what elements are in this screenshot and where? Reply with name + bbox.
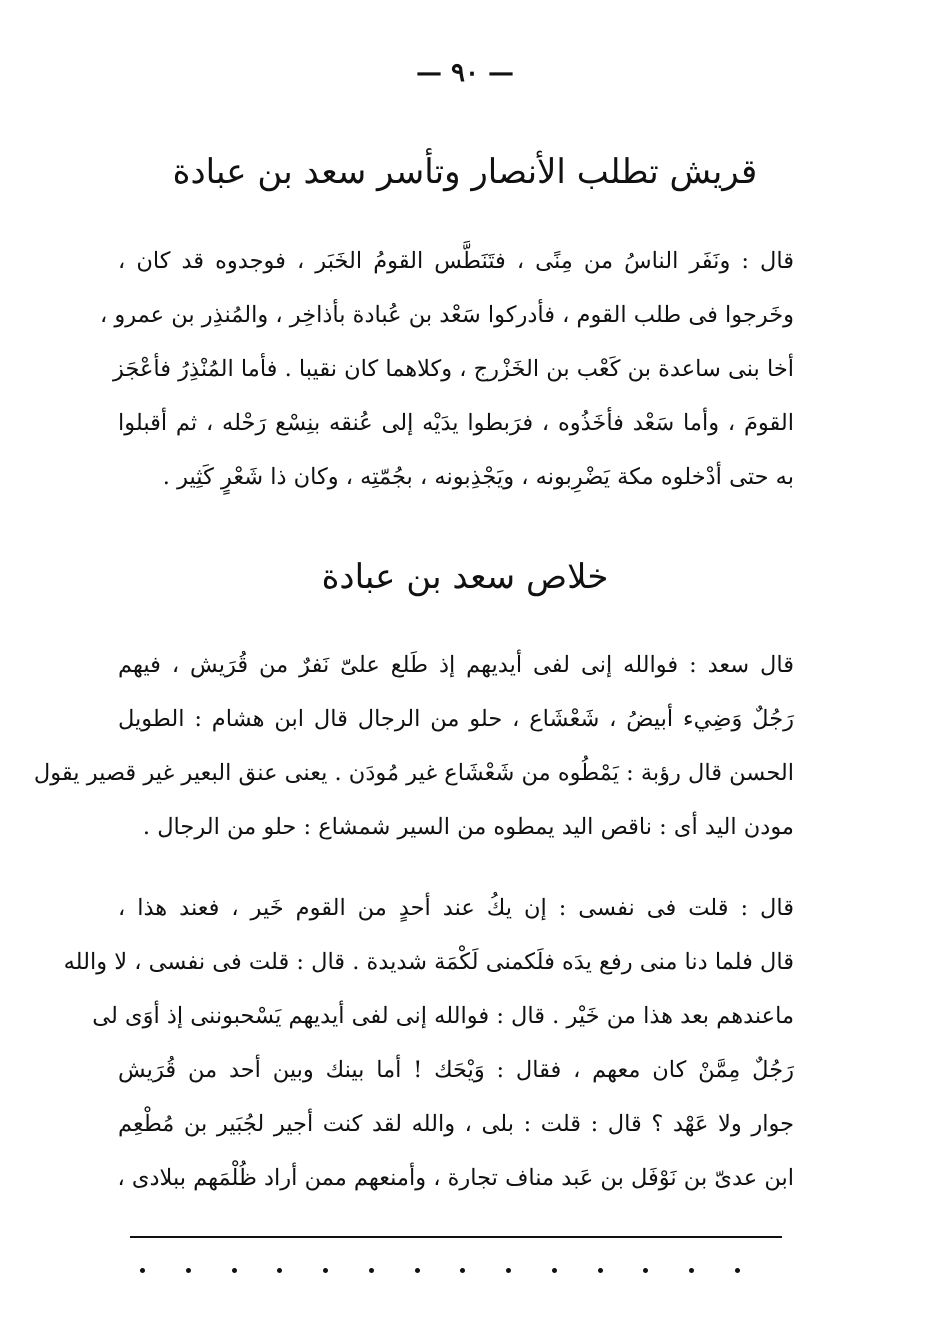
footer-dot [598,1268,603,1273]
section-heading: قريش تطلب الأنصار وتأسر سعد بن عبادة [172,152,758,192]
section-heading: خلاص سعد بن عبادة [321,557,609,597]
text-line: به حتى أدْخلوه مكة يَضْرِبونه ، ويَجْذِبونه ، بجُمّتِه ، وكان ذا شَعْرٍ كَثِير . [162,464,794,490]
footer-dot [689,1268,694,1273]
footer-dot [643,1268,648,1273]
footer-dot [186,1268,191,1273]
paragraph [63,881,794,1205]
footer-dot [552,1268,557,1273]
footer-dot [140,1268,145,1273]
text-line: قال : ونَفَر الناسُ من مِنًى ، فتَنَطَّس القومُ الخَبَر ، فوجدوه قد كان ، [118,248,794,274]
text-line: ماعندهم بعد هذا من خَيْر . قال : فوالله إنى لفى أيديهم يَسْحبوننى إذ أوَى لى [92,1003,794,1029]
footer-dot [460,1268,465,1273]
footer-dot [323,1268,328,1273]
footer-dot [232,1268,237,1273]
footer-rule [130,1236,782,1238]
text-line: قال سعد : فوالله إنى لفى أيديهم إذ طَلع علىّ نَفرٌ من قُرَيش ، فيهم [118,652,794,678]
footer-dot [415,1268,420,1273]
footer-dot [735,1268,740,1273]
text-line: رَجُلٌ وَضِيء أبيضُ ، شَعْشَاع ، حلو من الرجال قال ابن هشام : الطويل [118,706,794,732]
text-line: قال : قلت فى نفسى : إن يكُ عند أحدٍ من القوم خَير ، فعند هذا ، [118,895,794,921]
paragraph [33,638,794,854]
text-line: القومَ ، وأما سَعْد فأخَذُوه ، فرَبطوا يدَيْه إلى عُنقه بنِسْع رَحْله ، ثم أقبلوا [118,410,794,436]
text-line: مودن اليد أى : ناقص اليد يمطوه من السير شمشاع : حلو من الرجال . [142,814,794,840]
footer-dot-row [140,1268,740,1273]
text-line: جوار ولا عَهْد ؟ قال : قلت : بلى ، والله لقد كنت أجير لجُبَير بن مُطْعِم [118,1111,794,1137]
footer-dot [369,1268,374,1273]
text-line: الحسن قال رؤبة : يَمْطُوه من شَعْشَاع غير مُودَن . يعنى عنق البعير غير قصير يقول [33,760,794,786]
footer-dot [277,1268,282,1273]
paragraph [99,234,794,504]
footer-dot [506,1268,511,1273]
text-line: وخَرجوا فى طلب القوم ، فأدركوا سَعْد بن عُبادة بأذاخِر ، والمُنذِر بن عمرو ، [99,302,794,328]
page-number: — ٩٠ — [415,58,515,88]
text-line: ابن عدىّ بن نَوْفَل بن عَبد مناف تجارة ، وأمنعهم ممن أراد ظُلْمَهم ببلادى ، [117,1165,794,1191]
text-line: أخا بنى ساعدة بن كَعْب بن الخَزْرج ، وكلاهما كان نقيبا . فأما المُنْذِرُ فأعْجَز [113,356,794,382]
text-line: رَجُلٌ مِمَّنْ كان معهم ، فقال : وَيْحَك ! أما بينك وبين أحد من قُرَيش [118,1057,794,1083]
text-line: قال فلما دنا منى رفع يدَه فلَكمنى لَكْمَة شديدة . قال : قلت فى نفسى ، لا والله [63,949,794,975]
